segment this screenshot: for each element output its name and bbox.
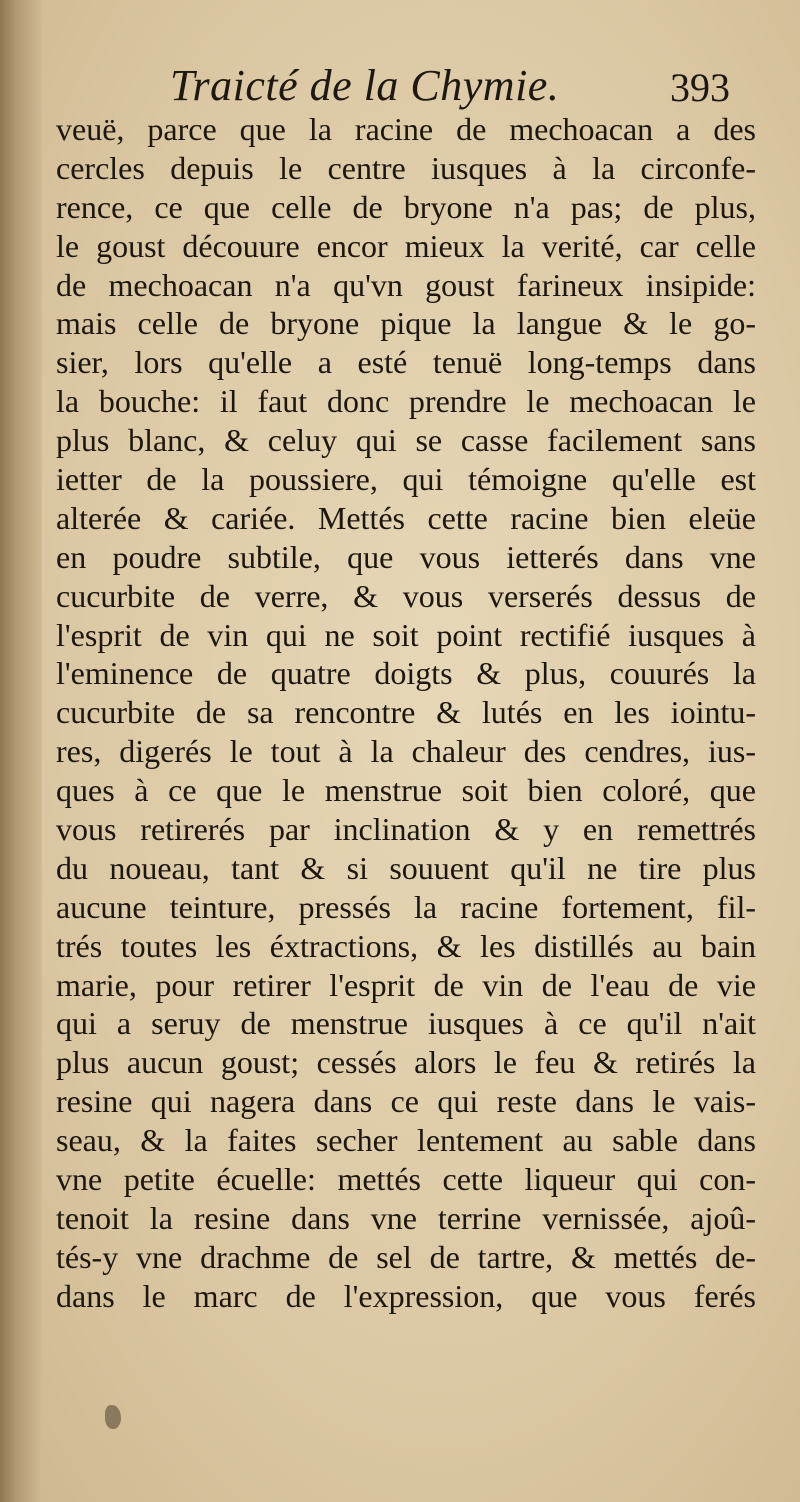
text-line: marie, pour retirer l'esprit de vin de l'eau de vie <box>56 966 756 1003</box>
text-line: res, digerés le tout à la chaleur des cendres, ius- <box>56 733 756 770</box>
text-line: l'esprit de vin qui ne soit point rectifié iusques à <box>56 616 756 653</box>
text-line: veuë, parce que la racine de mechoacan a des <box>56 111 756 147</box>
text-line: seau, & la faites secher lentement au sable dans <box>56 1122 756 1159</box>
page-gutter-shadow <box>0 0 42 1502</box>
text-line: qui a seruy de menstrue iusques à ce qu'il n'ait <box>56 1005 756 1042</box>
text-line: alterée & cariée. Mettés cette racine bien eleüe <box>56 499 756 536</box>
text-line: vne petite écuelle: mettés cette liqueur qui con- <box>56 1161 756 1198</box>
text-line: cucurbite de verre, & vous verserés dessus de <box>56 577 756 614</box>
text-line: en poudre subtile, que vous ietterés dans vne <box>56 538 756 575</box>
text-line: sier, lors qu'elle a esté tenuë long-temps dans <box>56 344 756 381</box>
text-line: ietter de la poussiere, qui témoigne qu'elle est <box>56 461 756 498</box>
body-text <box>56 110 756 1316</box>
text-line: l'eminence de quatre doigts & plus, couurés la <box>56 655 756 692</box>
text-line: plus blanc, & celuy qui se casse facilement sans <box>56 422 756 459</box>
text-line: plus aucun goust; cessés alors le feu & retirés la <box>56 1044 756 1081</box>
text-line: dans le marc de l'expression, que vous ferés <box>56 1277 756 1314</box>
running-title: Traicté de la Chymie. <box>170 61 560 110</box>
page-header <box>170 60 740 116</box>
text-line: le goust découure encor mieux la verité, car celle <box>56 227 756 264</box>
text-line: la bouche: il faut donc prendre le mechoacan le <box>56 383 756 420</box>
text-line: rence, ce que celle de bryone n'a pas; de plus, <box>56 188 756 225</box>
ink-smudge <box>105 1405 121 1429</box>
text-line: aucune teinture, pressés la racine fortement, fil- <box>56 888 756 925</box>
page-number: 393 <box>670 65 730 110</box>
text-line: de mechoacan n'a qu'vn goust farineux insipide: <box>56 266 756 303</box>
text-line: vous retirerés par inclination & y en remettrés <box>56 811 756 848</box>
text-line: du noueau, tant & si souuent qu'il ne tire plus <box>56 849 756 886</box>
text-line: tés-y vne drachme de sel de tartre, & mettés de- <box>56 1238 756 1275</box>
text-line: cercles depuis le centre iusques à la circonfe- <box>56 149 756 186</box>
text-line: resine qui nagera dans ce qui reste dans le vais- <box>56 1083 756 1120</box>
text-line: tenoit la resine dans vne terrine vernissée, ajoû- <box>56 1199 756 1236</box>
text-line: ques à ce que le menstrue soit bien coloré, que <box>56 772 756 809</box>
text-line: mais celle de bryone pique la langue & le go- <box>56 305 756 342</box>
text-line: cucurbite de sa rencontre & lutés en les iointu- <box>56 694 756 731</box>
text-line: trés toutes les éxtractions, & les distillés au bain <box>56 927 756 964</box>
